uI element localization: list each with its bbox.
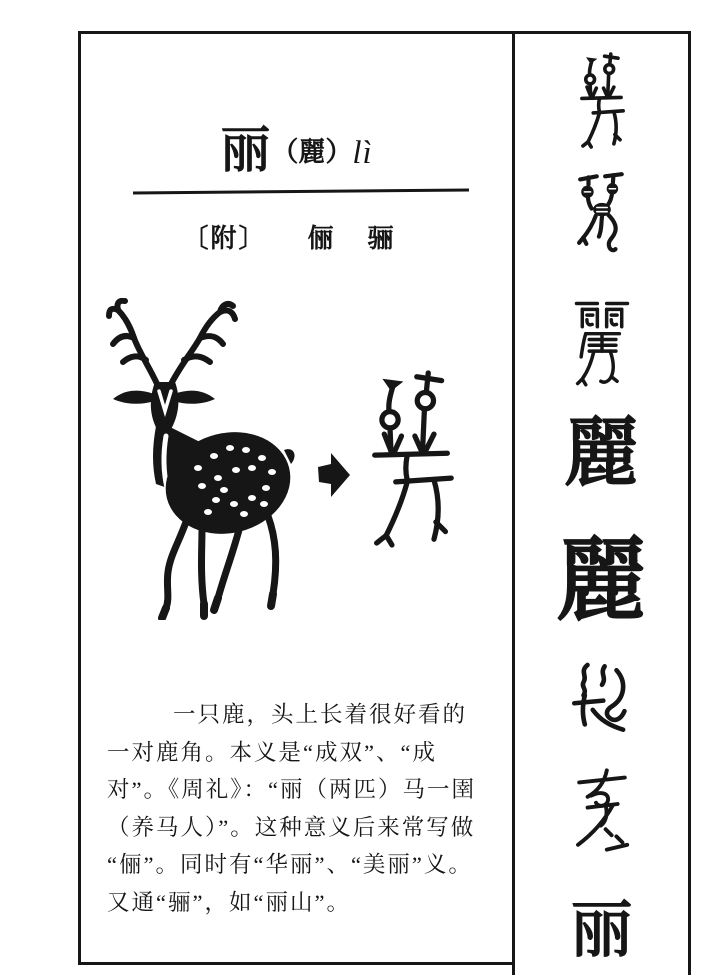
body-paragraph [107,696,493,921]
evolution-regular-char: 麗 [555,530,648,632]
body-line: “俪”。同时有“华丽”、“美丽”义。 [107,852,473,877]
attached-char-li2: 骊 [367,224,394,253]
deer-drawing-svg [106,298,296,620]
deer-illustration [106,298,296,620]
body-line: （养马人）”。这种意义后来常写做 [107,814,476,840]
title-divider [133,189,469,195]
body-line: 一对鹿角。本义是“成双”、“成 [107,739,437,765]
evolution-cursive-glyph [569,657,635,735]
arrow-icon [317,451,351,499]
traditional-variant: （麗） [271,137,353,167]
entry-title [81,110,512,182]
script-evolution-column [512,31,691,975]
evolution-seal-glyph [573,300,631,390]
evolution-clerical-char: 麗 [563,412,640,496]
evolution-simplified-char: 丽 [570,897,633,965]
attached-label: 〔附〕 [182,224,267,253]
body-line: 一只鹿，头上长着很好看的 [173,702,468,727]
evolution-bronze-glyph [576,170,628,258]
headword-char: 丽 [220,122,272,178]
body-line: 对”。《周礼》：“丽（两匹）马一圉 [107,777,476,802]
attached-char-li: 俪 [307,224,334,253]
pinyin-text: lì [352,135,373,171]
entry-panel [78,31,515,965]
evolution-running-glyph [572,768,632,858]
evolution-oracle-bone-glyph [578,51,626,149]
oracle-bone-glyph [369,366,455,550]
attached-line [81,218,512,255]
body-line: 又通“骊”，如“丽山”。 [107,889,351,915]
